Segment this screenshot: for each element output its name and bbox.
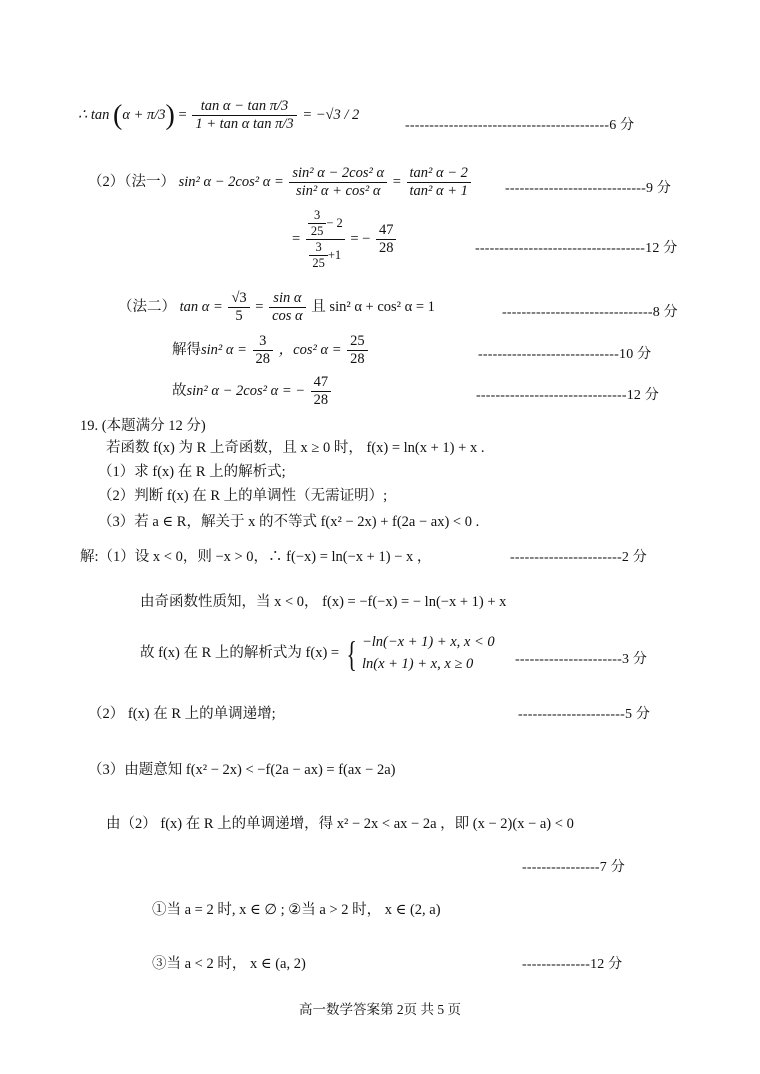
method2-cos-value-den: 28 <box>350 351 365 368</box>
method1-step2: = $\frac{3}{25}$ − 2 $\frac{3}{25}$ +1 = − $\frac{47}{28}$ <box>292 208 760 271</box>
method1-inner-num-bot: 25 <box>310 224 324 238</box>
method2-solve-cos: ，cos² α = <box>278 342 342 359</box>
method2-therefore-den: 28 <box>313 392 329 409</box>
score-5: ----------------------5 分 <box>518 707 651 722</box>
score-3: ----------------------3 分 <box>515 652 648 667</box>
method2-label: （法二） <box>118 299 176 316</box>
score-7: ----------------7 分 <box>522 860 625 875</box>
score-12-final: --------------12 分 <box>522 957 623 972</box>
method1-result-den: 28 <box>378 240 394 256</box>
method2-tan-den: 5 <box>235 308 243 325</box>
method2-tan: tan α = <box>179 299 223 316</box>
method1-fraction1 <box>289 165 387 201</box>
tan-sum-numerator: tan α − tan π/3 <box>192 98 296 116</box>
tan-sum-fraction <box>192 98 296 134</box>
sol1-line1: 解:（1）设 x < 0，则 −x > 0，∴ f(−x) = ln(−x + 1) − x ， <box>80 549 432 565</box>
tan-sum-line: ∴ tan (α + π/3) = $\frac{\text{tan α − tan π/3}}{\text{1 + tan α tan π/3}}$ = −√3 / 2 <box>78 98 360 133</box>
tan-sum-denominator: 1 + tan α tan π/3 <box>195 116 294 133</box>
sol1-line3: 故 f(x) 在 R 上的解析式为 f(x) = { −ln(−x + 1) + x, x < 0 ln(x + 1) + x, x ≥ 0 <box>140 633 495 674</box>
tan-prefix: ∴ tan <box>78 107 110 124</box>
method2-tan-fraction <box>228 290 249 326</box>
tan-sum-result: = −√3 / 2 <box>302 107 360 124</box>
score-12-method2: -------------------------------12 分 <box>476 388 660 403</box>
method2-cos-den: cos α <box>272 308 303 325</box>
q19-stem: 若函数 f(x) 为 R 上奇函数，且 x ≥ 0 时， f(x) = ln(x + 1) + x . <box>106 440 485 456</box>
q19-sub2: （2）判断 f(x) 在 R 上的单调性（无需证明）; <box>98 488 388 504</box>
method2-condition: 且 sin² α + cos² α = 1 <box>311 299 435 316</box>
score-6: ------------------------------------------6 分 <box>405 118 635 133</box>
tan-equals: = <box>178 107 187 124</box>
method1-fraction2 <box>407 165 471 201</box>
method2-solve-sin: sin² α = <box>201 342 247 359</box>
method1-lhs: sin² α − 2cos² α = <box>178 174 284 191</box>
method2-therefore-fraction <box>311 374 332 410</box>
method2-solve-prefix: 解得 <box>172 342 201 359</box>
method2-sin-num: sin α <box>269 290 306 308</box>
q19-sub3: （3）若 a ∈ R，解关于 x 的不等式 f(x² − 2x) + f(2a − ax) < 0 . <box>98 514 480 530</box>
method2-sin-value-num: 3 <box>253 333 274 351</box>
method1-inner-num-top: 3 <box>308 208 327 224</box>
sol3-line2: 由（2） f(x) 在 R 上的单调递增，得 x² − 2x < ax − 2a ，即 (x − 2)(x − a) < 0 <box>106 816 574 832</box>
method2-therefore-expr: sin² α − 2cos² α = − <box>186 383 306 400</box>
method2-line: （法二） tan α = $\frac{√3}{5}$ = $\frac{\text{sin α}}{\text{cos α}}$ 且 sin² α + cos² α = 1 <box>118 290 435 325</box>
method1-label: （2）（法一） <box>88 174 175 191</box>
tan-argument: α + π/3 <box>122 107 166 124</box>
sol3-cases-line2: ③当 a < 2 时， x ∈ (a, 2) <box>152 956 306 972</box>
method2-cos-value-num: 25 <box>347 333 368 351</box>
q19-title: 19. (本题满分 12 分) <box>80 418 206 434</box>
sol3-cases-line1: ①当 a = 2 时, x ∈ ∅ ; ②当 a > 2 时， x ∈ (2, a) <box>152 902 441 918</box>
method1-inner-minus: − 2 <box>326 215 343 230</box>
q19-sub1: （1）求 f(x) 在 R 上的解析式; <box>98 464 286 480</box>
method1-result-fraction <box>376 222 397 258</box>
sol1-line2: 由奇函数性质知，当 x < 0， f(x) = −f(−x) = − ln(−x + 1) + x <box>140 594 507 610</box>
method1-result-num: 47 <box>376 222 397 240</box>
method1-fraction1-num: sin² α − 2cos² α <box>289 165 387 183</box>
method1-line: （2）（法一） sin² α − 2cos² α = $\frac{\text{sin² α − 2cos² α}}{\text{sin² α + cos² α}}$ = $\frac{\text{tan² α − 2}}{\text{tan² α + 1}}$ <box>88 165 760 201</box>
score-12-method1: -----------------------------------12 分 <box>475 241 678 256</box>
sol1-line3-prefix: 故 f(x) 在 R 上的解析式为 f(x) = <box>140 645 340 662</box>
score-8: -------------------------------8 分 <box>502 305 678 320</box>
method2-solve <box>172 333 760 369</box>
piecewise-case-nonnegative: ln(x + 1) + x, x ≥ 0 <box>361 655 474 672</box>
method2-sin-value <box>253 333 274 369</box>
piecewise-cases <box>362 632 495 676</box>
method1-fraction2-den: tan² α + 1 <box>409 183 468 200</box>
method2-sin-cos-fraction <box>269 290 306 326</box>
sol3-line1: （3）由题意知 f(x² − 2x) < −f(2a − ax) = f(ax − 2a) <box>88 762 396 778</box>
method2-therefore-prefix: 故 <box>172 383 187 400</box>
method2-tan-num: √3 <box>228 290 249 308</box>
method1-fraction2-num: tan² α − 2 <box>407 165 471 183</box>
score-2: -----------------------2 分 <box>510 550 647 565</box>
method2-therefore <box>172 374 760 410</box>
method2-cos-value <box>347 333 368 369</box>
method1-complex-fraction <box>306 208 345 271</box>
method1-inner-plus: +1 <box>327 247 342 262</box>
sol2-line: （2） f(x) 在 R 上的单调递增; <box>88 706 276 722</box>
score-10: -----------------------------10 分 <box>478 347 652 362</box>
score-9: -----------------------------9 分 <box>505 181 672 196</box>
method2-therefore-num: 47 <box>311 374 332 392</box>
method2-sin-value-den: 28 <box>255 351 271 368</box>
method1-inner-den-top: 3 <box>309 240 328 256</box>
page-footer: 高一数学答案第 2页 共 5 页 <box>299 1002 461 1017</box>
method1-inner-den-bot: 25 <box>312 256 325 270</box>
method1-fraction1-den: sin² α + cos² α <box>296 183 381 200</box>
piecewise-case-negative: −ln(−x + 1) + x, x < 0 <box>361 634 495 650</box>
